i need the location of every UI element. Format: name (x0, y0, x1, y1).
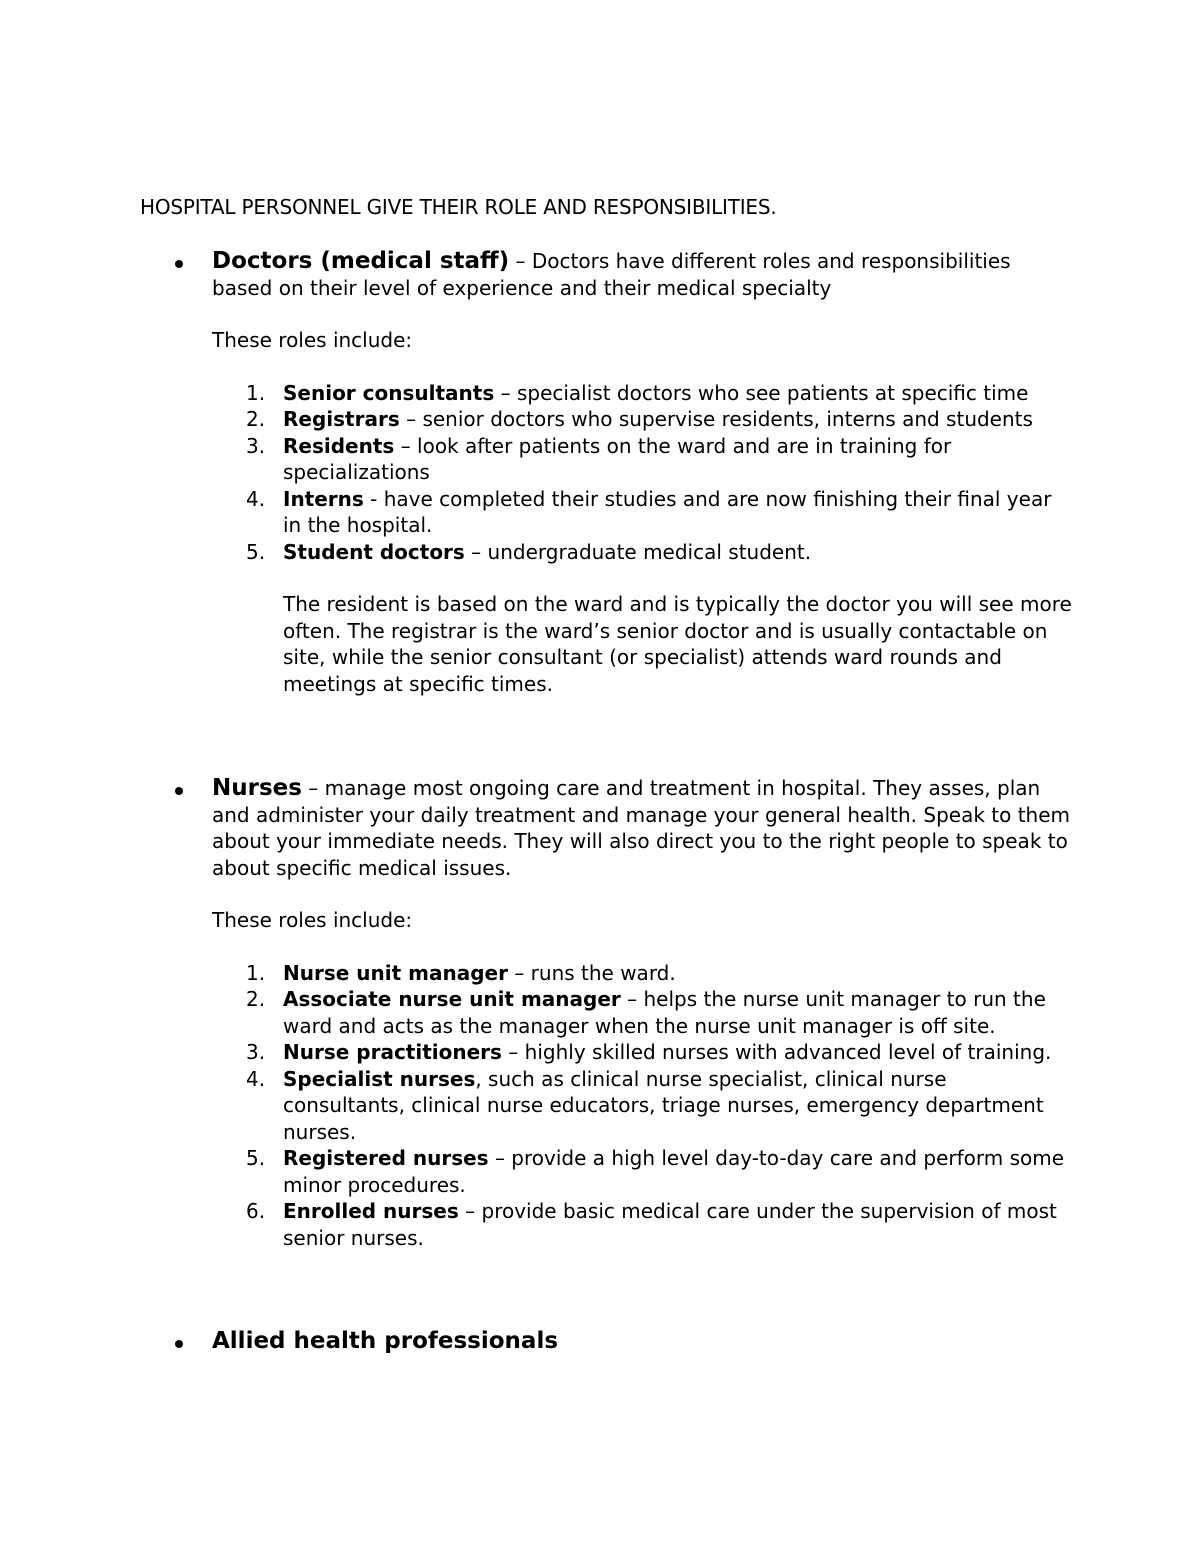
role-term: Senior consultants (283, 380, 495, 405)
list-number: 5. (246, 539, 266, 564)
role-term: Nurse unit manager (283, 960, 508, 985)
doctors-intro-paragraph (212, 248, 1072, 301)
role-term: Registrars (283, 407, 400, 431)
list-number: 6. (246, 1199, 266, 1223)
list-item (212, 986, 1072, 1039)
bullet-dot (175, 787, 183, 795)
list-item (212, 1039, 1072, 1066)
nurses-roles-intro: These roles include: (212, 908, 413, 932)
list-number: 2. (246, 987, 266, 1011)
role-term: Registered nurses (283, 1146, 489, 1170)
list-number: 3. (246, 1040, 266, 1064)
role-term: Specialist nurses (283, 1066, 476, 1091)
list-item (212, 960, 1072, 987)
list-item (212, 380, 1072, 407)
list-item (212, 433, 1072, 486)
list-number: 1. (246, 380, 266, 405)
role-desc: – highly skilled nurses with advanced level of training. (501, 1040, 1052, 1064)
role-term: Nurse practitioners (283, 1040, 502, 1064)
list-number: 5. (246, 1146, 266, 1170)
bullet-dot (175, 1340, 183, 1348)
role-desc: – senior doctors who supervise residents, interns and students (399, 407, 1033, 431)
nurses-body (212, 775, 1072, 1251)
list-item (212, 406, 1072, 433)
list-item (212, 539, 1072, 566)
role-desc: – provide a high level day-to-day care and perform some minor procedures. (283, 1146, 1065, 1197)
role-term: Interns (283, 486, 364, 511)
role-desc: - have completed their studies and are now finishing their final year in the hospital. (283, 486, 1052, 537)
role-desc: – helps the nurse unit manager to run the ward and acts as the manager when the nurse unit manager is off site. (283, 987, 1046, 1038)
role-desc: – runs the ward. (507, 960, 676, 985)
list-number: 3. (246, 433, 266, 458)
list-number: 4. (246, 486, 266, 511)
doctors-roles-intro: These roles include: (212, 328, 413, 352)
nurses-intro-paragraph (212, 775, 1072, 881)
role-term: Associate nurse unit manager (283, 987, 621, 1011)
role-term: Residents (283, 433, 395, 458)
role-term: Student doctors (283, 539, 465, 564)
list-number: 4. (246, 1066, 266, 1091)
allied-paragraph (212, 1328, 1072, 1355)
list-item (212, 1198, 1072, 1251)
role-desc: , such as clinical nurse specialist, clinical nurse consultants, clinical nurse educators, triage nurses, emergency department nurses. (283, 1066, 1044, 1144)
list-number: 1. (246, 960, 266, 985)
doctors-intro: – Doctors have different roles and responsibilities based on their level of experience and their medical specialty (212, 249, 1011, 300)
doctors-roles-list (212, 380, 1072, 566)
role-desc: – specialist doctors who see patients at specific time (494, 380, 1029, 405)
nurses-heading: Nurses (212, 775, 302, 801)
list-item (212, 1066, 1072, 1146)
doctors-heading: Doctors (medical staff) (212, 248, 510, 274)
list-item (212, 486, 1072, 539)
doctors-note: The resident is based on the ward and is typically the doctor you will see more often. The registrar is the ward’s senior doctor and is usually contactable on site, while the senior consultant (or specialist) attends ward rounds and meetings at specific times. (283, 592, 1072, 696)
nurses-roles-list (212, 960, 1072, 1252)
list-item (212, 1145, 1072, 1198)
role-term: Enrolled nurses (283, 1199, 459, 1223)
role-desc: – look after patients on the ward and are in training for specializations (283, 433, 952, 484)
allied-body (212, 1328, 1072, 1355)
doctors-body (212, 248, 1072, 697)
bullet-dot (175, 260, 183, 268)
nurses-intro: – manage most ongoing care and treatment in hospital. They asses, plan and administer your daily treatment and manage your general health. Speak to them about your immediate needs. They will also direct you to the right people to speak to about specific medical issues. (212, 776, 1070, 880)
document-title: HOSPITAL PERSONNEL GIVE THEIR ROLE AND RESPONSIBILITIES. (140, 195, 777, 219)
allied-heading: Allied health professionals (212, 1328, 559, 1354)
role-desc: – provide basic medical care under the supervision of most senior nurses. (283, 1199, 1057, 1250)
list-number: 2. (246, 407, 266, 431)
role-desc: – undergraduate medical student. (464, 539, 812, 564)
